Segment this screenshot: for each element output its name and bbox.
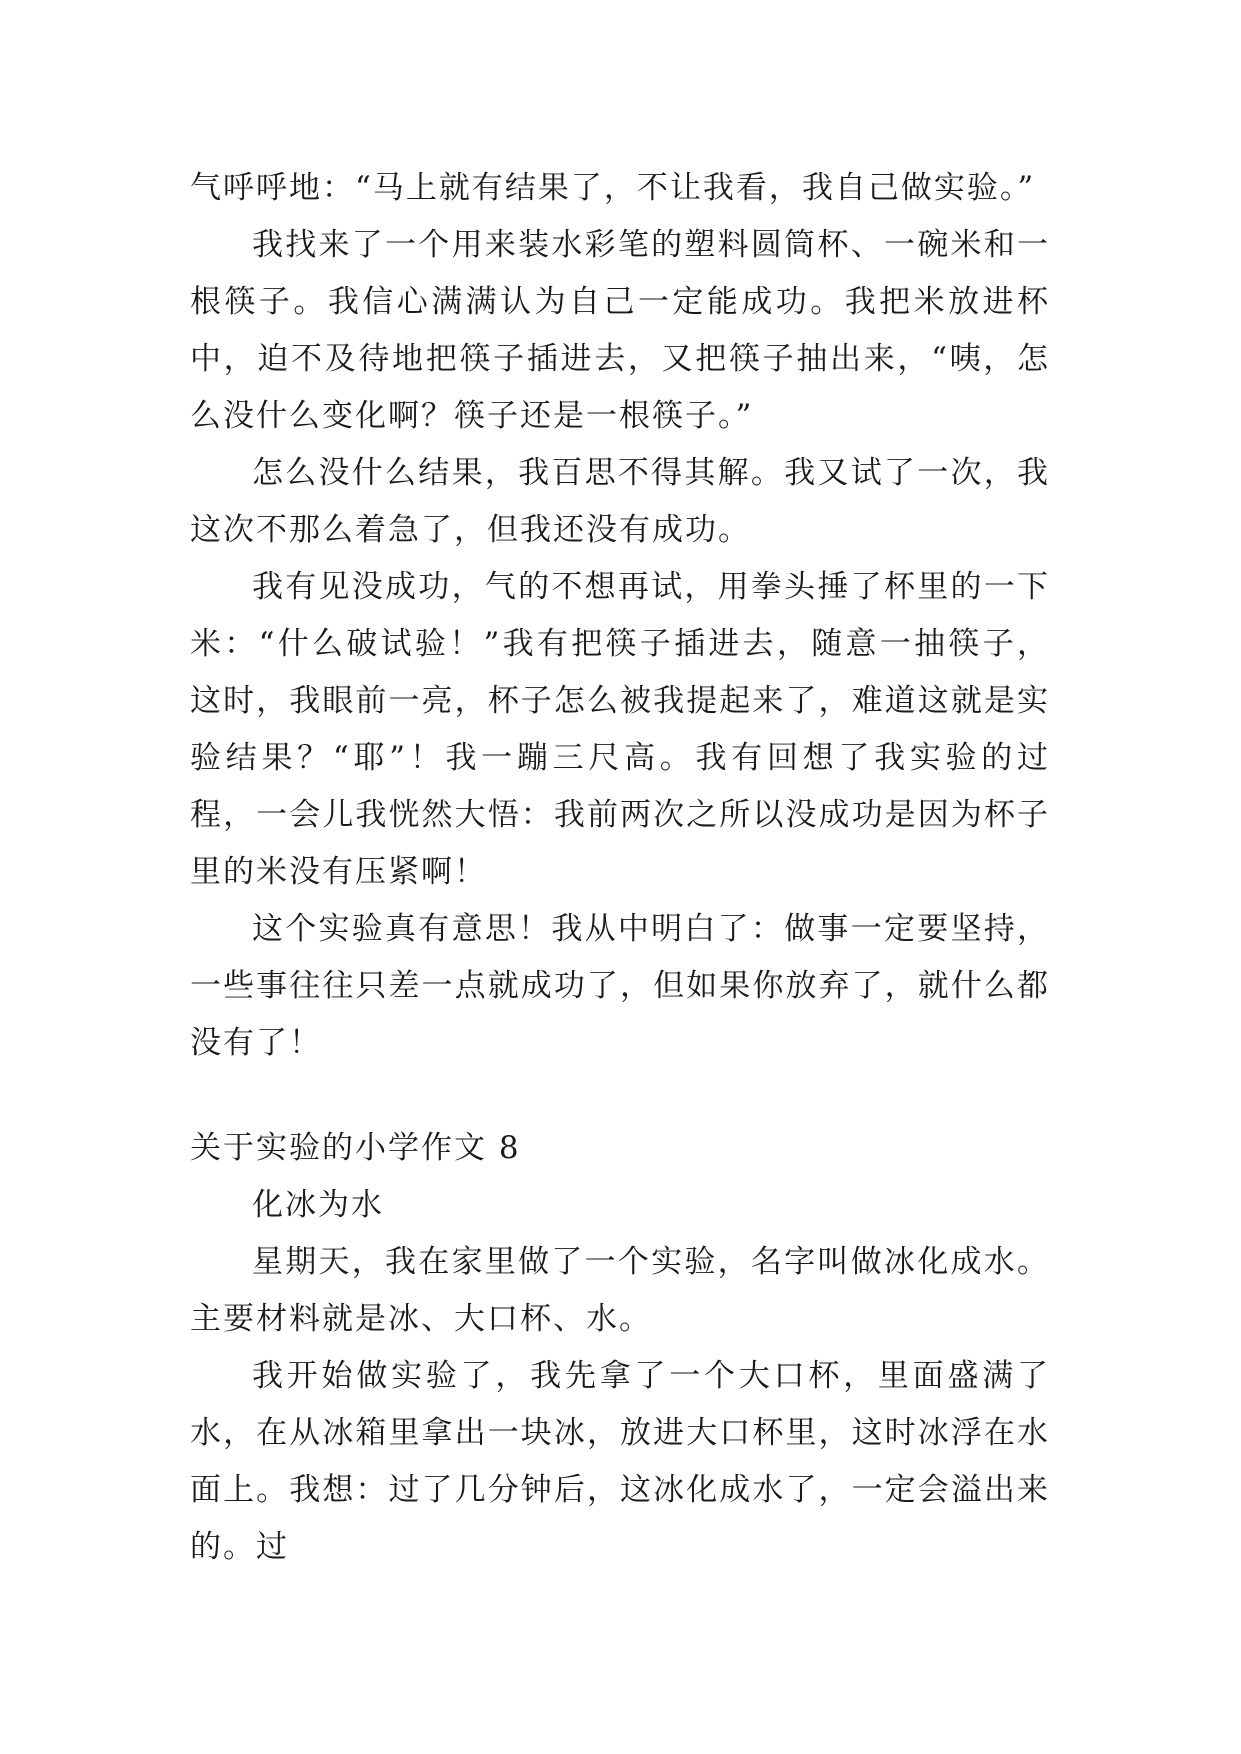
section-heading: 关于实验的小学作文 8 bbox=[190, 1130, 521, 1166]
paragraph: 我找来了一个用来装水彩笔的塑料圆筒杯、一碗米和一根筷子。我信心满满认为自己一定能成功。我把米放进杯中，迫不及待地把筷子插进去，又把筷子抽出来，“咦，怎么没什么变化啊？筷子还是一根筷子。” bbox=[190, 227, 1050, 434]
paragraph: 这个实验真有意思！我从中明白了：做事一定要坚持，一些事往往只差一点就成功了，但如果你放弃了，就什么都没有了！ bbox=[190, 911, 1050, 1061]
paragraph: 我开始做实验了，我先拿了一个大口杯，里面盛满了水，在从冰箱里拿出一块冰，放进大口杯里，这时冰浮在水面上。我想：过了几分钟后，这冰化成水了，一定会溢出来的。过 bbox=[190, 1358, 1050, 1565]
document-body bbox=[190, 160, 1050, 1576]
paragraph: 气呼呼地：“马上就有结果了，不让我看，我自己做实验。” bbox=[190, 170, 1036, 206]
paragraph: 怎么没什么结果，我百思不得其解。我又试了一次，我这次不那么着急了，但我还没有成功。 bbox=[190, 455, 1050, 548]
essay-title: 化冰为水 bbox=[252, 1187, 384, 1223]
paragraph: 星期天，我在家里做了一个实验，名字叫做冰化成水。主要材料就是冰、大口杯、水。 bbox=[190, 1244, 1050, 1337]
paragraph: 我有见没成功，气的不想再试，用拳头捶了杯里的一下米：“什么破试验！”我有把筷子插进去，随意一抽筷子，这时，我眼前一亮，杯子怎么被我提起来了，难道这就是实验结果？“耶”！我一蹦三尺高。我有回想了我实验的过程，一会儿我恍然大悟：我前两次之所以没成功是因为杯子里的米没有压紧啊！ bbox=[190, 569, 1050, 890]
